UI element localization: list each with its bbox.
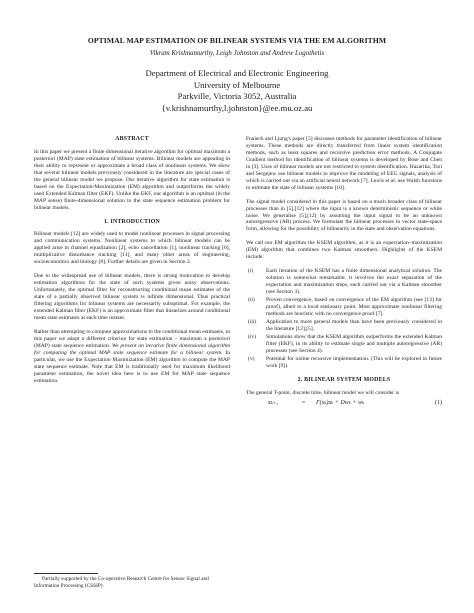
introduction-heading: 1. INTRODUCTION xyxy=(103,218,161,225)
highlight-item xyxy=(246,319,442,333)
equation-sign: = xyxy=(302,399,306,406)
affiliation-block xyxy=(0,68,474,114)
affiliation-university: University of Melbourne xyxy=(193,79,281,90)
paper-title: OPTIMAL MAP ESTIMATION OF BILINEAR SYSTEMS VIA THE EM ALGORITHM xyxy=(87,36,387,45)
intro-paragraph-3 xyxy=(34,329,230,385)
highlight-number: (iv) xyxy=(248,333,257,340)
highlight-number: (i) xyxy=(248,268,254,275)
equation-rhs: F(xₖ)xₖ + Dwₖ + wₖ xyxy=(316,399,365,406)
highlight-number: (iii) xyxy=(248,318,257,325)
ksem-highlights-list xyxy=(246,268,442,369)
left-column xyxy=(34,136,230,392)
affiliation-address: Parkville, Victoria 3052, Australia xyxy=(177,91,297,102)
intro-p3-emphasis: We present an iterative finite dimensional algorithm for computing the optimal MAP state sequence estimate for a bilinear system. xyxy=(34,342,230,356)
ksem-intro-paragraph: We call our EM algorithm the KSEM algorithm, as it is an expectation–maximization (EM) algorithm that combines two Kalman smoothers. Highlights of the KSEM include: xyxy=(246,240,442,261)
footnote-divider xyxy=(34,573,98,574)
highlight-item xyxy=(246,268,442,296)
intro-p3-start: Rather than attempting to compute approximations to the conditional mean estimates, in this paper we adopt a different criterion for state estimation – maximum a posteriori (MAP) state sequence estimation. xyxy=(34,328,230,349)
intro-paragraph-1: Bilinear models [12] are widely used to model nonlinear processes in signal processing and communication systems. Nonlinear systems to which bilinear models can be applied arise in channel equalization [2], echo cancellation [1], nonlinear tracking [6], multiplicative disturbance tracking [11], and many other areas of engineering, socioeconomics and biology [8]. Further details are given in Section 2. xyxy=(34,231,230,266)
highlight-text: Application to more general models than have been previously considered in the literature [12],[5]. xyxy=(266,318,442,332)
equation-number: (1) xyxy=(435,399,442,406)
footnote: Partially supported by the Co-operative Research Centre for Sensor Signal and Information Processing (CSSIP) xyxy=(34,576,209,589)
highlight-text: Each iteration of the KSEM has a finite dimensional analytical solution. The solution is somewhat remarkable: it involves the exact separation of the expectation and maximization steps, each carried out via a Kalman smoother (see Section 3). xyxy=(266,268,442,296)
highlight-text: Simulations show that the KSEM algorithm outperforms the extended Kalman filter (EKF), in its ability to estimate single and multiple autoregressive (AR) processes (see Section 4). xyxy=(266,333,442,354)
highlight-item xyxy=(246,297,442,318)
signal-model-paragraph: The signal model considered in this paper is based on a much broader class of bilinear processes than in [5],[12] where the input is a known deterministic sequence or white noise. We generalise [5],[12] by assuming the input signal to be an unknown autoregressive (AR) process. We formulate the bilinear processes in vector state-space form, allowing for the possibility of bilinearity in the state and observation equations. xyxy=(246,198,442,233)
paper-authors: Vikram Krishnamurthy, Leigh Johnston and Andrew Logothetis xyxy=(149,50,325,57)
affiliation-email: {v.krishnamurthy,l.johnston}@ee.mu.oz.au xyxy=(161,102,313,113)
abstract-heading: ABSTRACT xyxy=(115,136,149,142)
intro-p3-end: In particular, we use the Expectation Maximization (EM) algorithm to compute the MAP state sequence estimate. Note that EM is traditionally used for maximum likelihood parameter estimation; the novel idea here is to use EM for MAP state sequence estimation. xyxy=(34,349,230,384)
highlight-number: (ii) xyxy=(248,297,255,304)
section-2-paragraph: The general T-point, discrete time, bilinear model we will consider is xyxy=(246,389,400,396)
intro-paragraph-2: Due to the widespread use of bilinear models, there is strong motivation to develop estimation algorithms for the state of such systems given noisy observations. Unfortunately, the optimal filter for reconstructing conditional mean estimates of the state of a partially observed bilinear system is infinite dimensional. Thus practical filtering algorithms for bilinear systems are necessarily suboptimal. For example, the extended Kalman filter (EKF) is an approximate filter that linearizes around conditional mean state estimates at each time instant. xyxy=(34,273,230,321)
highlight-number: (v) xyxy=(248,355,255,362)
right-column xyxy=(246,136,442,410)
highlight-text: Potential for online recursive implementation. (This will be explored in future work [9]). xyxy=(266,355,442,369)
highlight-text: Proven convergence, based on convergence of the EM algorithm (see [13] for proof), albeit to a local stationary point. Most approximate nonlinear filtering methods are heuristic with no convergence proof [7]. xyxy=(266,297,442,317)
equation-lhs: xₖ₊₁ xyxy=(268,399,279,406)
highlight-item xyxy=(246,356,442,370)
equation-1 xyxy=(246,400,442,410)
related-work-paragraph: Fnaiech and Ljung's paper [5] discusses methods for parameter identification of bilinear systems. These methods are directly transferred from linear system identification methods, such as least squares and recursive prediction error methods. A Conjugate Gradient method for identification of bilinear systems is developed by Bose and Chen in [3]. Uses of bilinear models are not restricted to system identification. Hazarika, Tsoi and Sergejew use bilinear models to improve the modeling of EEG signals, analysis of which is carried out via an artificial neural network [7]. Lewis et al. use Walsh functions to estimate the state of bilinear systems [10]. xyxy=(246,136,442,191)
abstract-text: In this paper we present a finite dimensional iterative algorithm for optimal maximum a posteriori (MAP) state estimation of bilinear systems. Bilinear models are appealing in their ability to represent or approximate a broad class of nonlinear systems. We show that several bilinear models previously considered in the literature are special cases of the general bilinear model we propose. Our iterative algorithm for state estimation is based on the Expectation-Maximization (EM) algorithm and outperforms the widely used Extended Kalman filter (EKF). Unlike the EKF, our algorithm is an optimal (in the MAP sense) finite-dimensional solution to the state sequence estimation problem for bilinear models. xyxy=(34,148,230,211)
highlight-item xyxy=(246,334,442,355)
affiliation-department: Department of Electrical and Electronic Engineering xyxy=(145,68,329,78)
section-2-heading: 2. BILINEAR SYSTEM MODELS xyxy=(297,376,391,383)
